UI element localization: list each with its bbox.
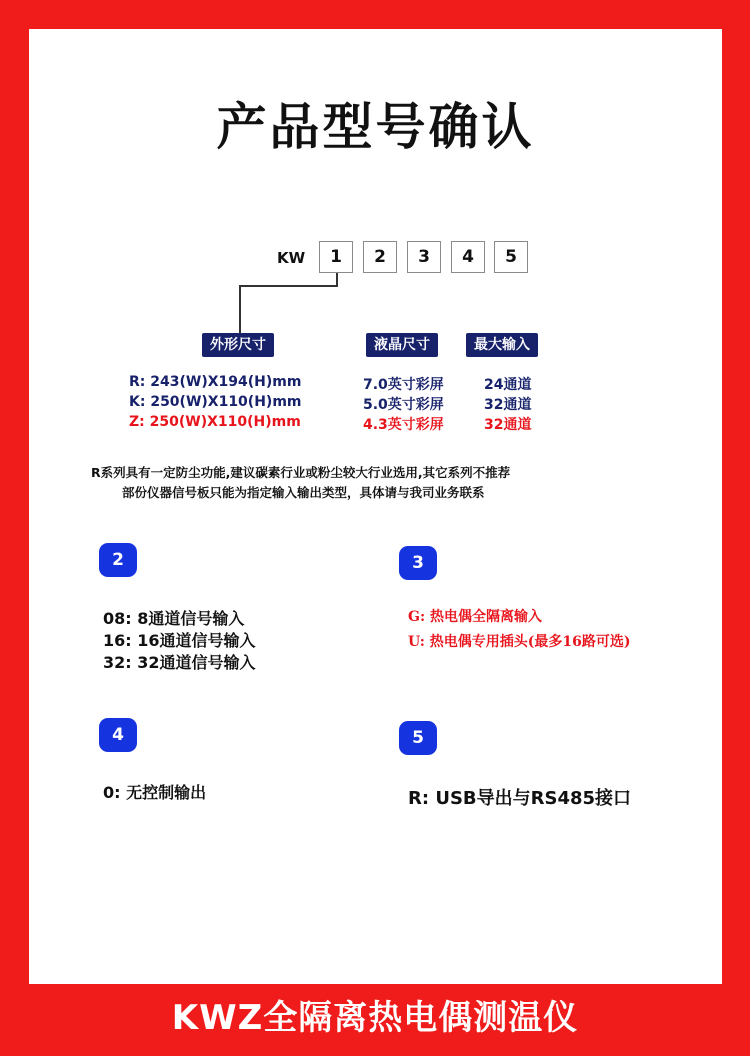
- section-2-option: 16: 16通道信号输入: [103, 631, 256, 650]
- product-sheet: [29, 29, 722, 984]
- section-2-option: 32: 32通道信号输入: [103, 653, 256, 672]
- connector-line: [239, 285, 338, 287]
- section-2-option: 08: 8通道信号输入: [103, 609, 245, 628]
- code-box-3: 3: [407, 241, 441, 273]
- spec-size: R: 243(W)X194(H)mm: [129, 374, 302, 390]
- page-title: 产品型号确认: [216, 98, 535, 156]
- model-prefix: KW: [277, 249, 306, 267]
- spec-lcd: 7.0英寸彩屏: [363, 377, 444, 393]
- section-5-option: R: USB导出与RS485接口: [408, 788, 632, 809]
- note-line-1: R系列具有一定防尘功能,建议碳素行业或粉尘较大行业选用,其它系列不推荐: [91, 465, 511, 480]
- spec-input: 24通道: [484, 377, 532, 393]
- note-line-2: 部份仪器信号板只能为指定输入输出类型，具体请与我司业务联系: [122, 485, 485, 500]
- spec-input: 32通道: [484, 417, 532, 433]
- section-4-badge: 4: [99, 718, 137, 752]
- footer-title: KWZ全隔离热电偶测温仪: [171, 998, 579, 1038]
- section-3-badge: 3: [399, 546, 437, 580]
- code-box-2: 2: [363, 241, 397, 273]
- spec-lcd: 5.0英寸彩屏: [363, 397, 444, 413]
- tag-max-input: 最大输入: [466, 333, 538, 357]
- spec-size: K: 250(W)X110(H)mm: [129, 394, 302, 410]
- spec-size: Z: 250(W)X110(H)mm: [129, 414, 301, 430]
- section-4-option: 0: 无控制输出: [103, 783, 207, 802]
- code-box-1: 1: [319, 241, 353, 273]
- section-2-badge: 2: [99, 543, 137, 577]
- section-3-option: G: 热电偶全隔离输入: [408, 609, 542, 625]
- section-5-badge: 5: [399, 721, 437, 755]
- code-box-5: 5: [494, 241, 528, 273]
- spec-lcd: 4.3英寸彩屏: [363, 417, 444, 433]
- spec-input: 32通道: [484, 397, 532, 413]
- tag-outer-size: 外形尺寸: [202, 333, 274, 357]
- tag-lcd-size: 液晶尺寸: [366, 333, 438, 357]
- code-box-4: 4: [451, 241, 485, 273]
- section-3-option: U: 热电偶专用插头(最多16路可选): [408, 634, 631, 650]
- connector-line: [239, 285, 241, 333]
